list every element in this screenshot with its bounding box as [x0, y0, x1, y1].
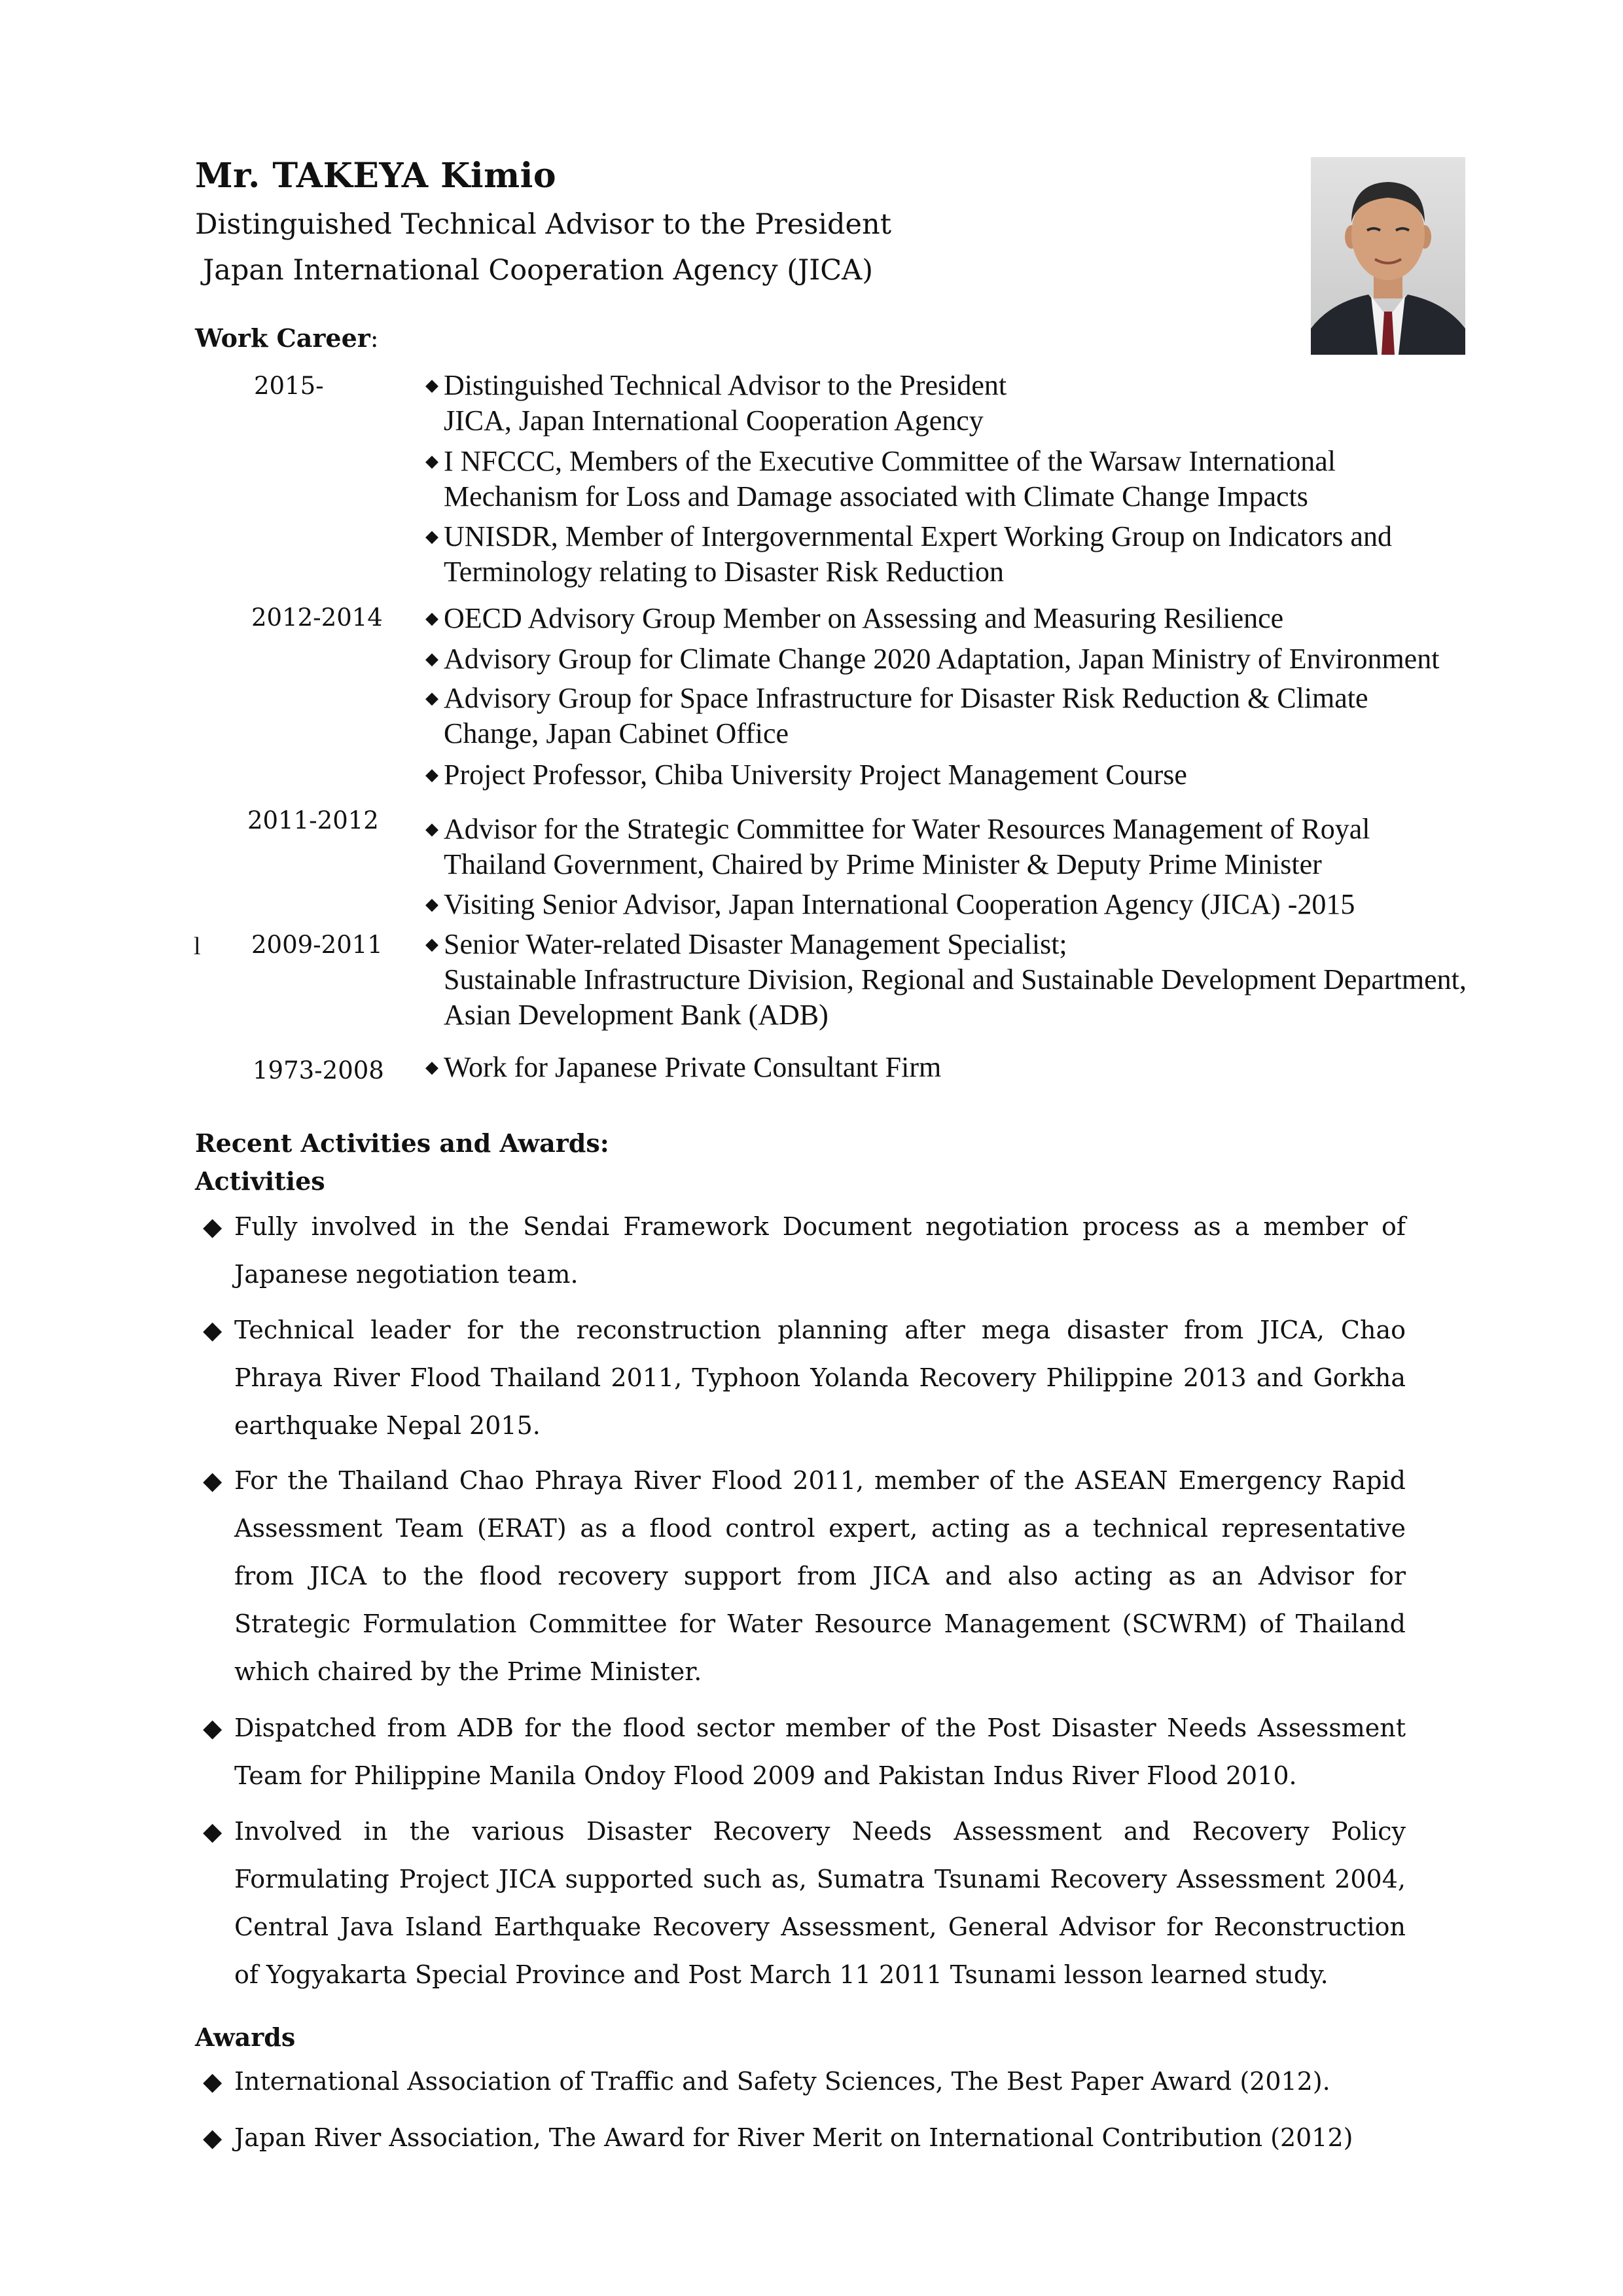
activity-item: ◆ Fully involved in the Sendai Framework Document negotiation process as a member of Japanese negotiation team.: [234, 1203, 1406, 1299]
diamond-bullet-icon: ◆: [425, 649, 438, 668]
career-year: 2009-2011: [251, 931, 383, 959]
career-item: ◆ Advisor for the Strategic Committee for Water Resources Management of Royal Thailand Government, Chaired by Prime Minister & Deputy Prime Minister: [425, 813, 1370, 880]
career-item: ◆ Advisory Group for Space Infrastructure for Disaster Risk Reduction & Climate Change, Japan Cabinet Office: [425, 682, 1368, 749]
stray-mark: l: [194, 933, 201, 960]
diamond-bullet-icon: ◆: [425, 1058, 438, 1077]
career-item: ◆ Distinguished Technical Advisor to the President JICA, Japan International Cooperation Agency: [425, 369, 1007, 437]
activities-heading: Activities: [195, 1166, 325, 1196]
recent-activities-heading: Recent Activities and Awards:: [195, 1128, 609, 1158]
person-name: Mr. TAKEYA Kimio: [195, 156, 557, 196]
career-item: ◆ Visiting Senior Advisor, Japan International Cooperation Agency (JICA) -2015: [444, 887, 1623, 922]
diamond-bullet-icon: ◆: [425, 935, 438, 954]
diamond-bullet-icon: ◆: [425, 527, 438, 546]
diamond-bullet-icon: ◆: [425, 376, 438, 395]
activity-item: ◆ Involved in the various Disaster Recovery Needs Assessment and Recovery Policy Formulating Project JICA supported such as, Sumatra Tsunami Recovery Assessment 2004, Central Java Island Earthquake Recovery Assessment, General Advisor for Reconstruction of Yogyakarta Special Province and Post March 11 2011 Tsunami lesson learned study.: [234, 1808, 1406, 1999]
career-item: ◆ UNISDR, Member of Intergovernmental Expert Working Group on Indicators and Terminology relating to Disaster Risk Reduction: [425, 520, 1392, 588]
diamond-bullet-icon: ◆: [203, 1212, 223, 1241]
diamond-bullet-icon: ◆: [203, 2123, 223, 2152]
diamond-bullet-icon: ◆: [203, 1316, 223, 1344]
award-item: ◆ Japan River Association, The Award for River Merit on International Contribution (2012): [234, 2114, 1406, 2162]
career-year: 1973-2008: [253, 1056, 384, 1085]
career-year: 2015-: [254, 372, 324, 400]
diamond-bullet-icon: ◆: [425, 895, 438, 914]
activity-item: ◆ Dispatched from ADB for the flood sector member of the Post Disaster Needs Assessment Team for Philippine Manila Ondoy Flood 2009 and Pakistan Indus River Flood 2010.: [234, 1704, 1406, 1800]
career-item: ◆ Project Professor, Chiba University Project Management Course: [444, 757, 1623, 793]
person-organization: Japan International Cooperation Agency (JICA): [203, 254, 873, 287]
diamond-bullet-icon: ◆: [425, 819, 438, 838]
career-year: 2011-2012: [247, 806, 379, 834]
portrait-photo: [1311, 157, 1465, 355]
career-item: ◆ I NFCCC, Members of the Executive Committee of the Warsaw International Mechanism for Loss and Damage associated with Climate Change Impacts: [425, 445, 1336, 512]
work-career-heading: Work Career:: [195, 323, 379, 353]
diamond-bullet-icon: ◆: [203, 1817, 223, 1846]
career-year: 2012-2014: [251, 603, 383, 632]
activity-item: ◆ Technical leader for the reconstruction planning after mega disaster from JICA, Chao Phraya River Flood Thailand 2011, Typhoon Yolanda Recovery Philippine 2013 and Gorkha earthquake Nepal 2015.: [234, 1306, 1406, 1450]
activity-item: ◆ For the Thailand Chao Phraya River Flood 2011, member of the ASEAN Emergency Rapid Assessment Team (ERAT) as a flood control expert, acting as a technical representative from JICA to the flood recovery support from JICA and also acting as an Advisor for Strategic Formulation Committee for Water Resource Management (SCWRM) of Thailand which chaired by the Prime Minister.: [234, 1457, 1406, 1696]
diamond-bullet-icon: ◆: [203, 1713, 223, 1742]
portrait-illustration: [1311, 157, 1465, 355]
diamond-bullet-icon: ◆: [425, 452, 438, 471]
diamond-bullet-icon: ◆: [203, 1466, 223, 1495]
career-item: ◆ Senior Water-related Disaster Management Specialist; Sustainable Infrastructure Division, Regional and Sustainable Development Department, Asian Development Bank (ADB): [425, 928, 1467, 1031]
diamond-bullet-icon: ◆: [425, 609, 438, 628]
career-item: ◆ Work for Japanese Private Consultant Firm: [444, 1050, 1623, 1085]
awards-heading: Awards: [195, 2022, 296, 2052]
diamond-bullet-icon: ◆: [203, 2067, 223, 2096]
career-item: ◆ Advisory Group for Climate Change 2020 Adaptation, Japan Ministry of Environment: [444, 641, 1623, 677]
career-item: ◆ OECD Advisory Group Member on Assessing and Measuring Resilience: [444, 601, 1623, 636]
person-title: Distinguished Technical Advisor to the President: [195, 208, 891, 241]
award-item: ◆ International Association of Traffic and Safety Sciences, The Best Paper Award (2012).: [234, 2058, 1406, 2106]
diamond-bullet-icon: ◆: [425, 765, 438, 784]
diamond-bullet-icon: ◆: [425, 689, 438, 708]
